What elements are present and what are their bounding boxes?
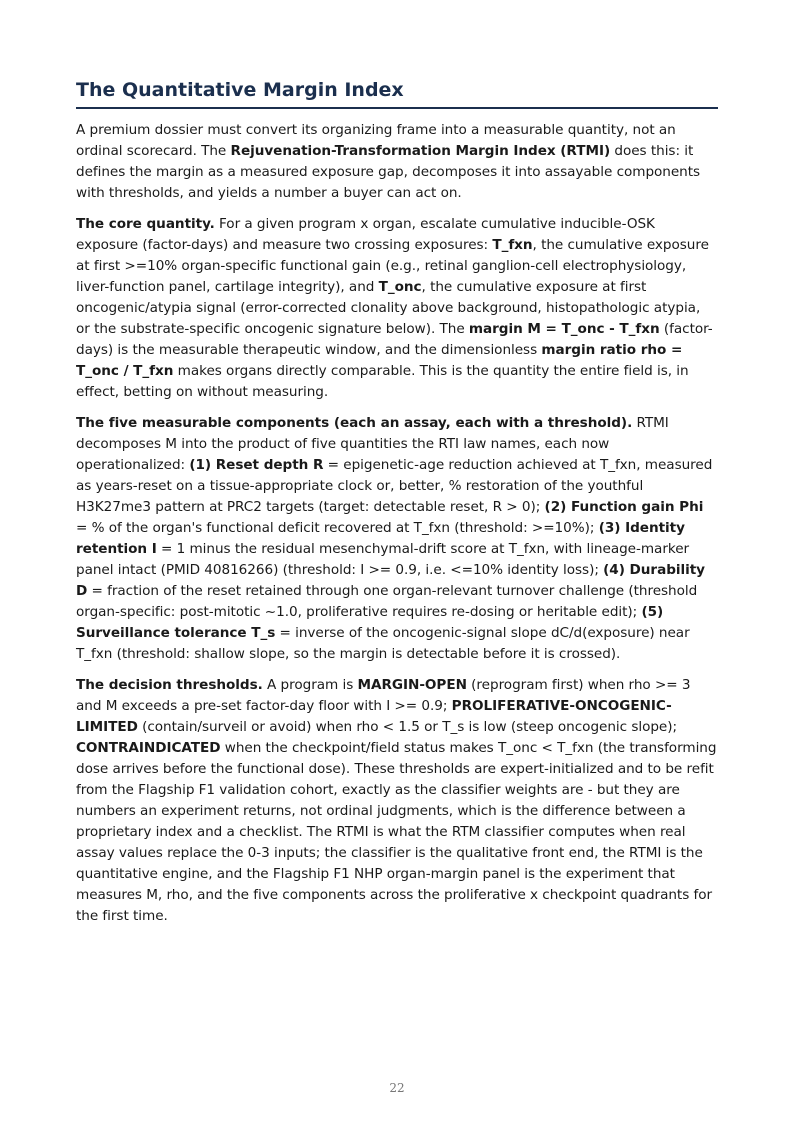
text-run: (reprogram first) when rho >= 3 and M exceeds a pre-set factor-day floor with I >= 0.9; [76, 677, 691, 714]
paragraph [76, 120, 718, 204]
bold-text: T_onc [378, 279, 422, 295]
body-text [76, 120, 718, 927]
text-run: A premium dossier must convert its organizing frame into a measurable quantity, not an ordinal scorecard. The [76, 122, 676, 159]
text-run: does this: it defines the margin as a measured exposure gap, decomposes it into assayable components with thresholds, and yields a number a buyer can act on. [76, 143, 701, 201]
section-heading: The Quantitative Margin Index [76, 78, 718, 109]
text-run: A program is [262, 677, 358, 693]
text-run: , the cumulative exposure at first >=10% organ-specific functional gain (e.g., retinal ganglion-cell electrophysiology, liver-function panel, cartilage integrity), and [76, 237, 709, 295]
bold-text: (5) Surveillance tolerance T_s [76, 604, 664, 641]
page-number: 22 [389, 1081, 405, 1095]
bold-text: (2) Function gain Phi [544, 499, 704, 515]
paragraph [76, 214, 718, 403]
text-run: makes organs directly comparable. This is the quantity the entire field is, in effect, betting on without measuring. [76, 363, 689, 400]
text-run: when the checkpoint/field status makes T_onc < T_fxn (the transforming dose arrives before the functional dose). These thresholds are expert-initialized and to be refit from the Flagship F1 validation cohort, exactly as the classifier weights are - but they are numbers an experiment returns, not ordinal judgments, which is the difference between a proprietary index and a checklist. The RTMI is what the RTM classifier computes when real assay values replace the 0-3 inputs; the classifier is the qualitative front end, the RTMI is the quantitative engine, and the Flagship F1 NHP organ-margin panel is the experiment that measures M, rho, and the five components across the proliferative x checkpoint quadrants for the first time. [76, 740, 717, 924]
bold-text: margin M = T_onc - T_fxn [468, 321, 660, 337]
bold-text: (3) Identity retention I [76, 520, 685, 557]
bold-text: PROLIFERATIVE-ONCOGENIC-LIMITED [76, 698, 672, 735]
text-run: (factor-days) is the measurable therapeutic window, and the dimensionless [76, 321, 713, 358]
text-run: = 1 minus the residual mesenchymal-drift score at T_fxn, with lineage-marker panel intact (PMID 40816266) (threshold: I >= 0.9, i.e. <=10% identity loss); [76, 541, 690, 578]
text-run: RTMI decomposes M into the product of five quantities the RTI law names, each now operationalized: [76, 415, 669, 473]
bold-text: (1) Reset depth R [189, 457, 324, 473]
bold-text: margin ratio rho = T_onc / T_fxn [76, 342, 683, 379]
text-run: = epigenetic-age reduction achieved at T_fxn, measured as years-reset on a tissue-appropriate clock or, better, % restoration of the youthful H3K27me3 pattern at PRC2 targets (target: detectable reset, R > 0); [76, 457, 713, 515]
text-run: = % of the organ's functional deficit recovered at T_fxn (threshold: >=10%); [76, 520, 599, 536]
text-run: = inverse of the oncogenic-signal slope dC/d(exposure) near T_fxn (threshold: shallow slope, so the margin is detectable before it is crossed). [76, 625, 690, 662]
bold-text: CONTRAINDICATED [76, 740, 221, 756]
bold-text: (4) Durability D [76, 562, 705, 599]
bold-text: MARGIN-OPEN [357, 677, 467, 693]
page-content [76, 78, 718, 927]
bold-text: The core quantity. [76, 216, 215, 232]
text-run: , the cumulative exposure at first oncogenic/atypia signal (error-corrected clonality above background, histopathologic atypia, or the substrate-specific oncogenic signature below). The [76, 279, 701, 337]
text-run: For a given program x organ, escalate cumulative inducible-OSK exposure (factor-days) and measure two crossing exposures: [76, 216, 655, 253]
bold-text: The five measurable components (each an assay, each with a threshold). [76, 415, 633, 431]
bold-text: T_fxn [492, 237, 533, 253]
text-run: (contain/surveil or avoid) when rho < 1.5 or T_s is low (steep oncogenic slope); [137, 719, 678, 735]
paragraph [76, 675, 718, 927]
paragraph [76, 413, 718, 665]
text-run: = fraction of the reset retained through one organ-relevant turnover challenge (threshold organ-specific: post-mitotic ~1.0, proliferative requires re-dosing or heritable edit); [76, 583, 698, 620]
bold-text: Rejuvenation-Transformation Margin Index (RTMI) [230, 143, 611, 159]
bold-text: The decision thresholds. [76, 677, 263, 693]
